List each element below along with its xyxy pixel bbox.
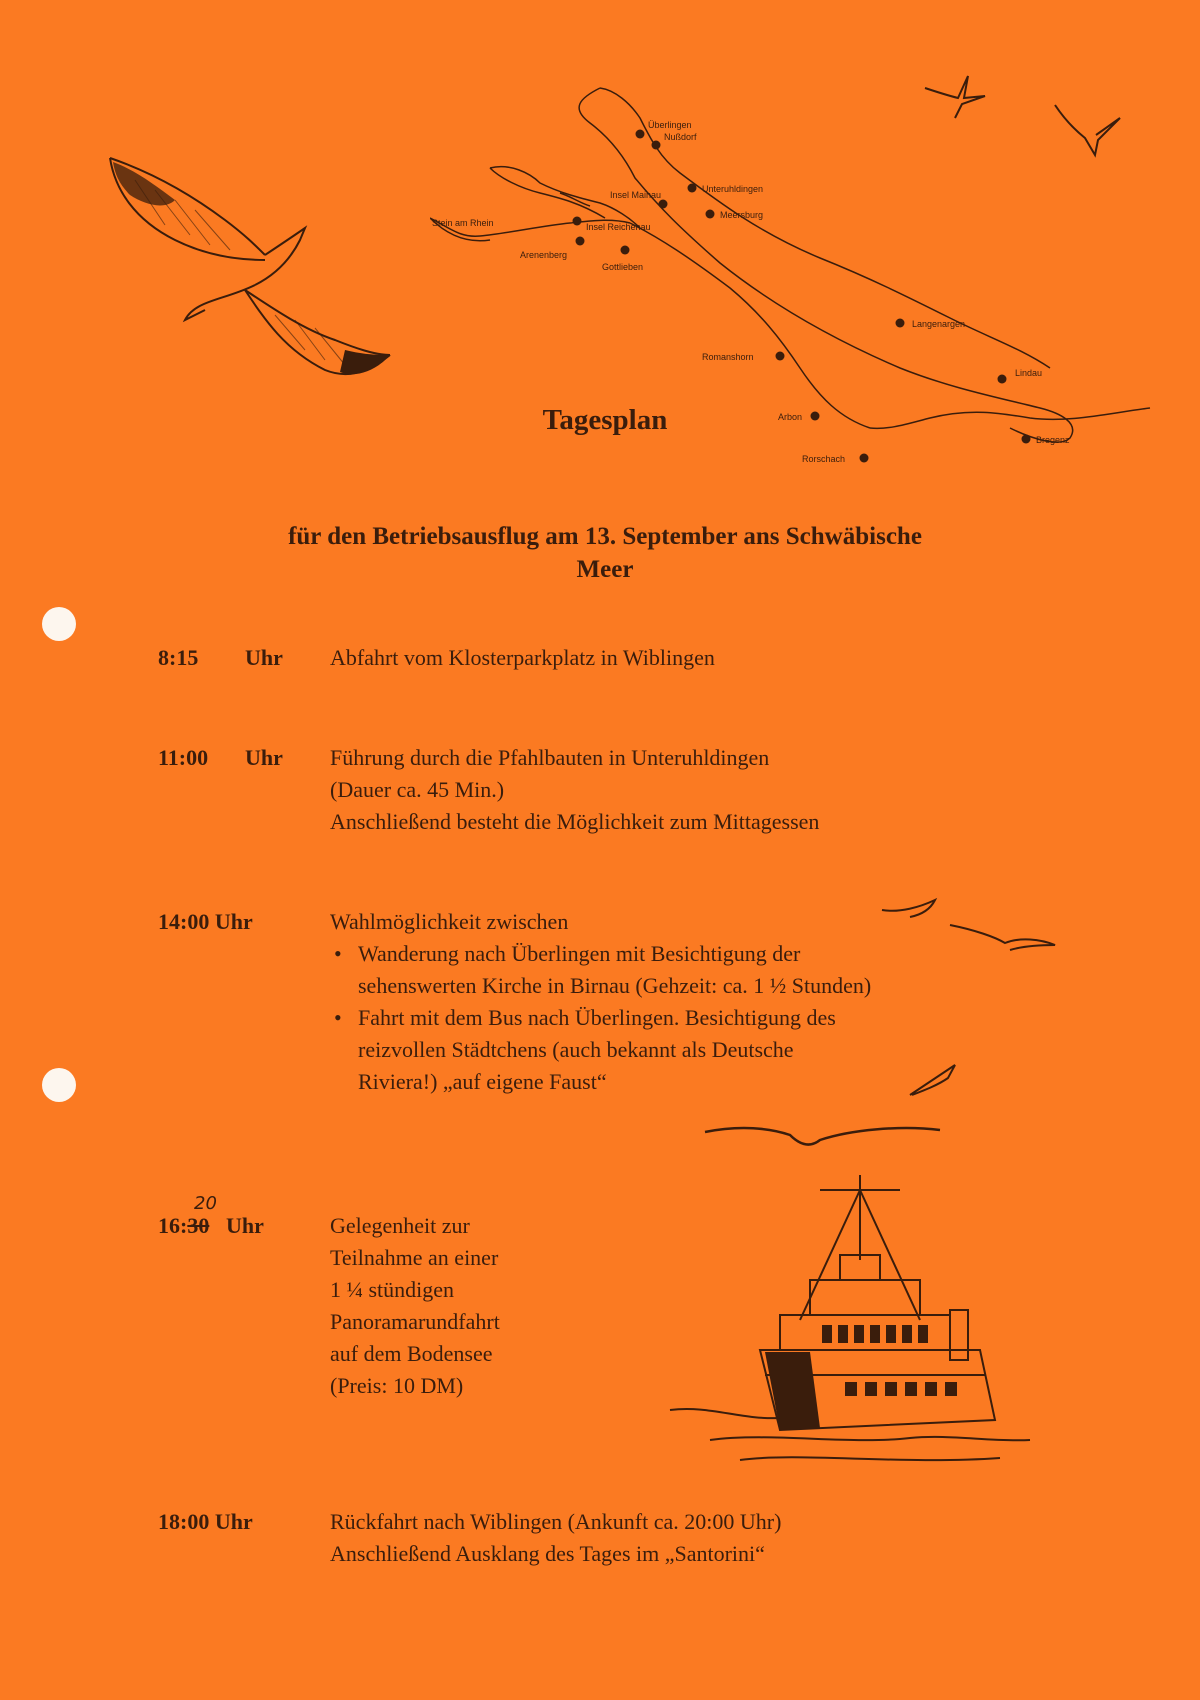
handwritten-correction: 20 <box>194 1193 217 1214</box>
description-line: auf dem Bodensee <box>330 1341 493 1366</box>
schedule-description <box>330 1210 1090 1402</box>
option-line: sehenswerten Kirche in Birnau (Gehzeit: ca. 1 ½ Stunden) <box>358 973 872 998</box>
option-list <box>330 938 1090 1098</box>
map-label: Unteruhldingen <box>702 184 764 194</box>
punch-hole <box>42 1068 76 1102</box>
schedule-description <box>330 742 1090 838</box>
option-item <box>330 938 1090 1002</box>
option-line: • Wanderung nach Überlingen mit Besichtigung der <box>358 941 801 966</box>
map-label: Bregenz <box>1036 435 1070 445</box>
description-line: Anschließend Ausklang des Tages im „Santorini“ <box>330 1541 765 1566</box>
schedule-time: 8:15 <box>158 645 199 670</box>
schedule-description <box>330 906 1090 1098</box>
seagull-icon <box>105 150 415 400</box>
description-line: Gelegenheit zur <box>330 1213 470 1238</box>
page-title: Tagesplan <box>542 404 668 436</box>
description-line: (Preis: 10 DM) <box>330 1373 464 1398</box>
schedule-time-unit: Uhr <box>245 645 283 670</box>
map-label: Meersburg <box>720 210 764 220</box>
description-line: Abfahrt vom Klosterparkplatz in Wiblingen <box>330 645 715 670</box>
schedule-time: 14:00 Uhr <box>158 909 253 934</box>
map-label: Gottlieben <box>602 262 644 272</box>
option-item <box>330 1002 1090 1098</box>
map-label: Arenenberg <box>520 250 568 260</box>
schedule-description <box>330 642 1090 674</box>
schedule-time-unit: Uhr <box>226 1213 264 1238</box>
schedule-description <box>330 1506 1090 1570</box>
description-line: Rückfahrt nach Wiblingen (Ankunft ca. 20:00 Uhr) <box>330 1509 782 1534</box>
description-line: Anschließend besteht die Möglichkeit zum Mittagessen <box>330 809 820 834</box>
description-line: Panoramarundfahrt <box>330 1309 500 1334</box>
schedule-time: 18:00 Uhr <box>158 1509 253 1534</box>
subtitle-line: für den Betriebsausflug am 13. September ans Schwäbische <box>288 523 922 550</box>
schedule-time-unit: Uhr <box>245 745 283 770</box>
description-line: 1 ¼ stündigen <box>330 1277 455 1302</box>
option-line: reizvollen Städtchens (auch bekannt als Deutsche <box>358 1037 794 1062</box>
map-label: Nußdorf <box>664 132 697 142</box>
punch-hole <box>42 607 76 641</box>
description-line: (Dauer ca. 45 Min.) <box>330 777 505 802</box>
bird-icon <box>920 68 990 120</box>
map-label: Insel Mainau <box>610 190 662 200</box>
map-label: Stein am Rhein <box>432 218 494 228</box>
option-line: Riviera!) „auf eigene Faust“ <box>358 1069 607 1094</box>
map-label: Insel Reichenau <box>586 222 651 232</box>
schedule-time: 11:00 <box>158 745 209 770</box>
map-label: Rorschach <box>802 454 846 464</box>
bird-icon <box>1050 100 1128 160</box>
map-label: Lindau <box>1015 368 1043 378</box>
subtitle-line: Meer <box>576 556 634 583</box>
time-prefix: 16: <box>158 1213 188 1238</box>
description-line: Teilnahme an einer <box>330 1245 499 1270</box>
option-line: • Fahrt mit dem Bus nach Überlingen. Besichtigung des <box>358 1005 836 1030</box>
map-label: Überlingen <box>648 120 692 130</box>
page-subtitle <box>170 520 1040 586</box>
map-label: Arbon <box>778 412 803 422</box>
map-label: Langenargen <box>912 319 966 329</box>
description-line: Führung durch die Pfahlbauten in Unteruhldingen <box>330 745 770 770</box>
map-label: Romanshorn <box>702 352 754 362</box>
description-line: Wahlmöglichkeit zwischen <box>330 909 569 934</box>
time-struck: 30 <box>187 1213 210 1238</box>
